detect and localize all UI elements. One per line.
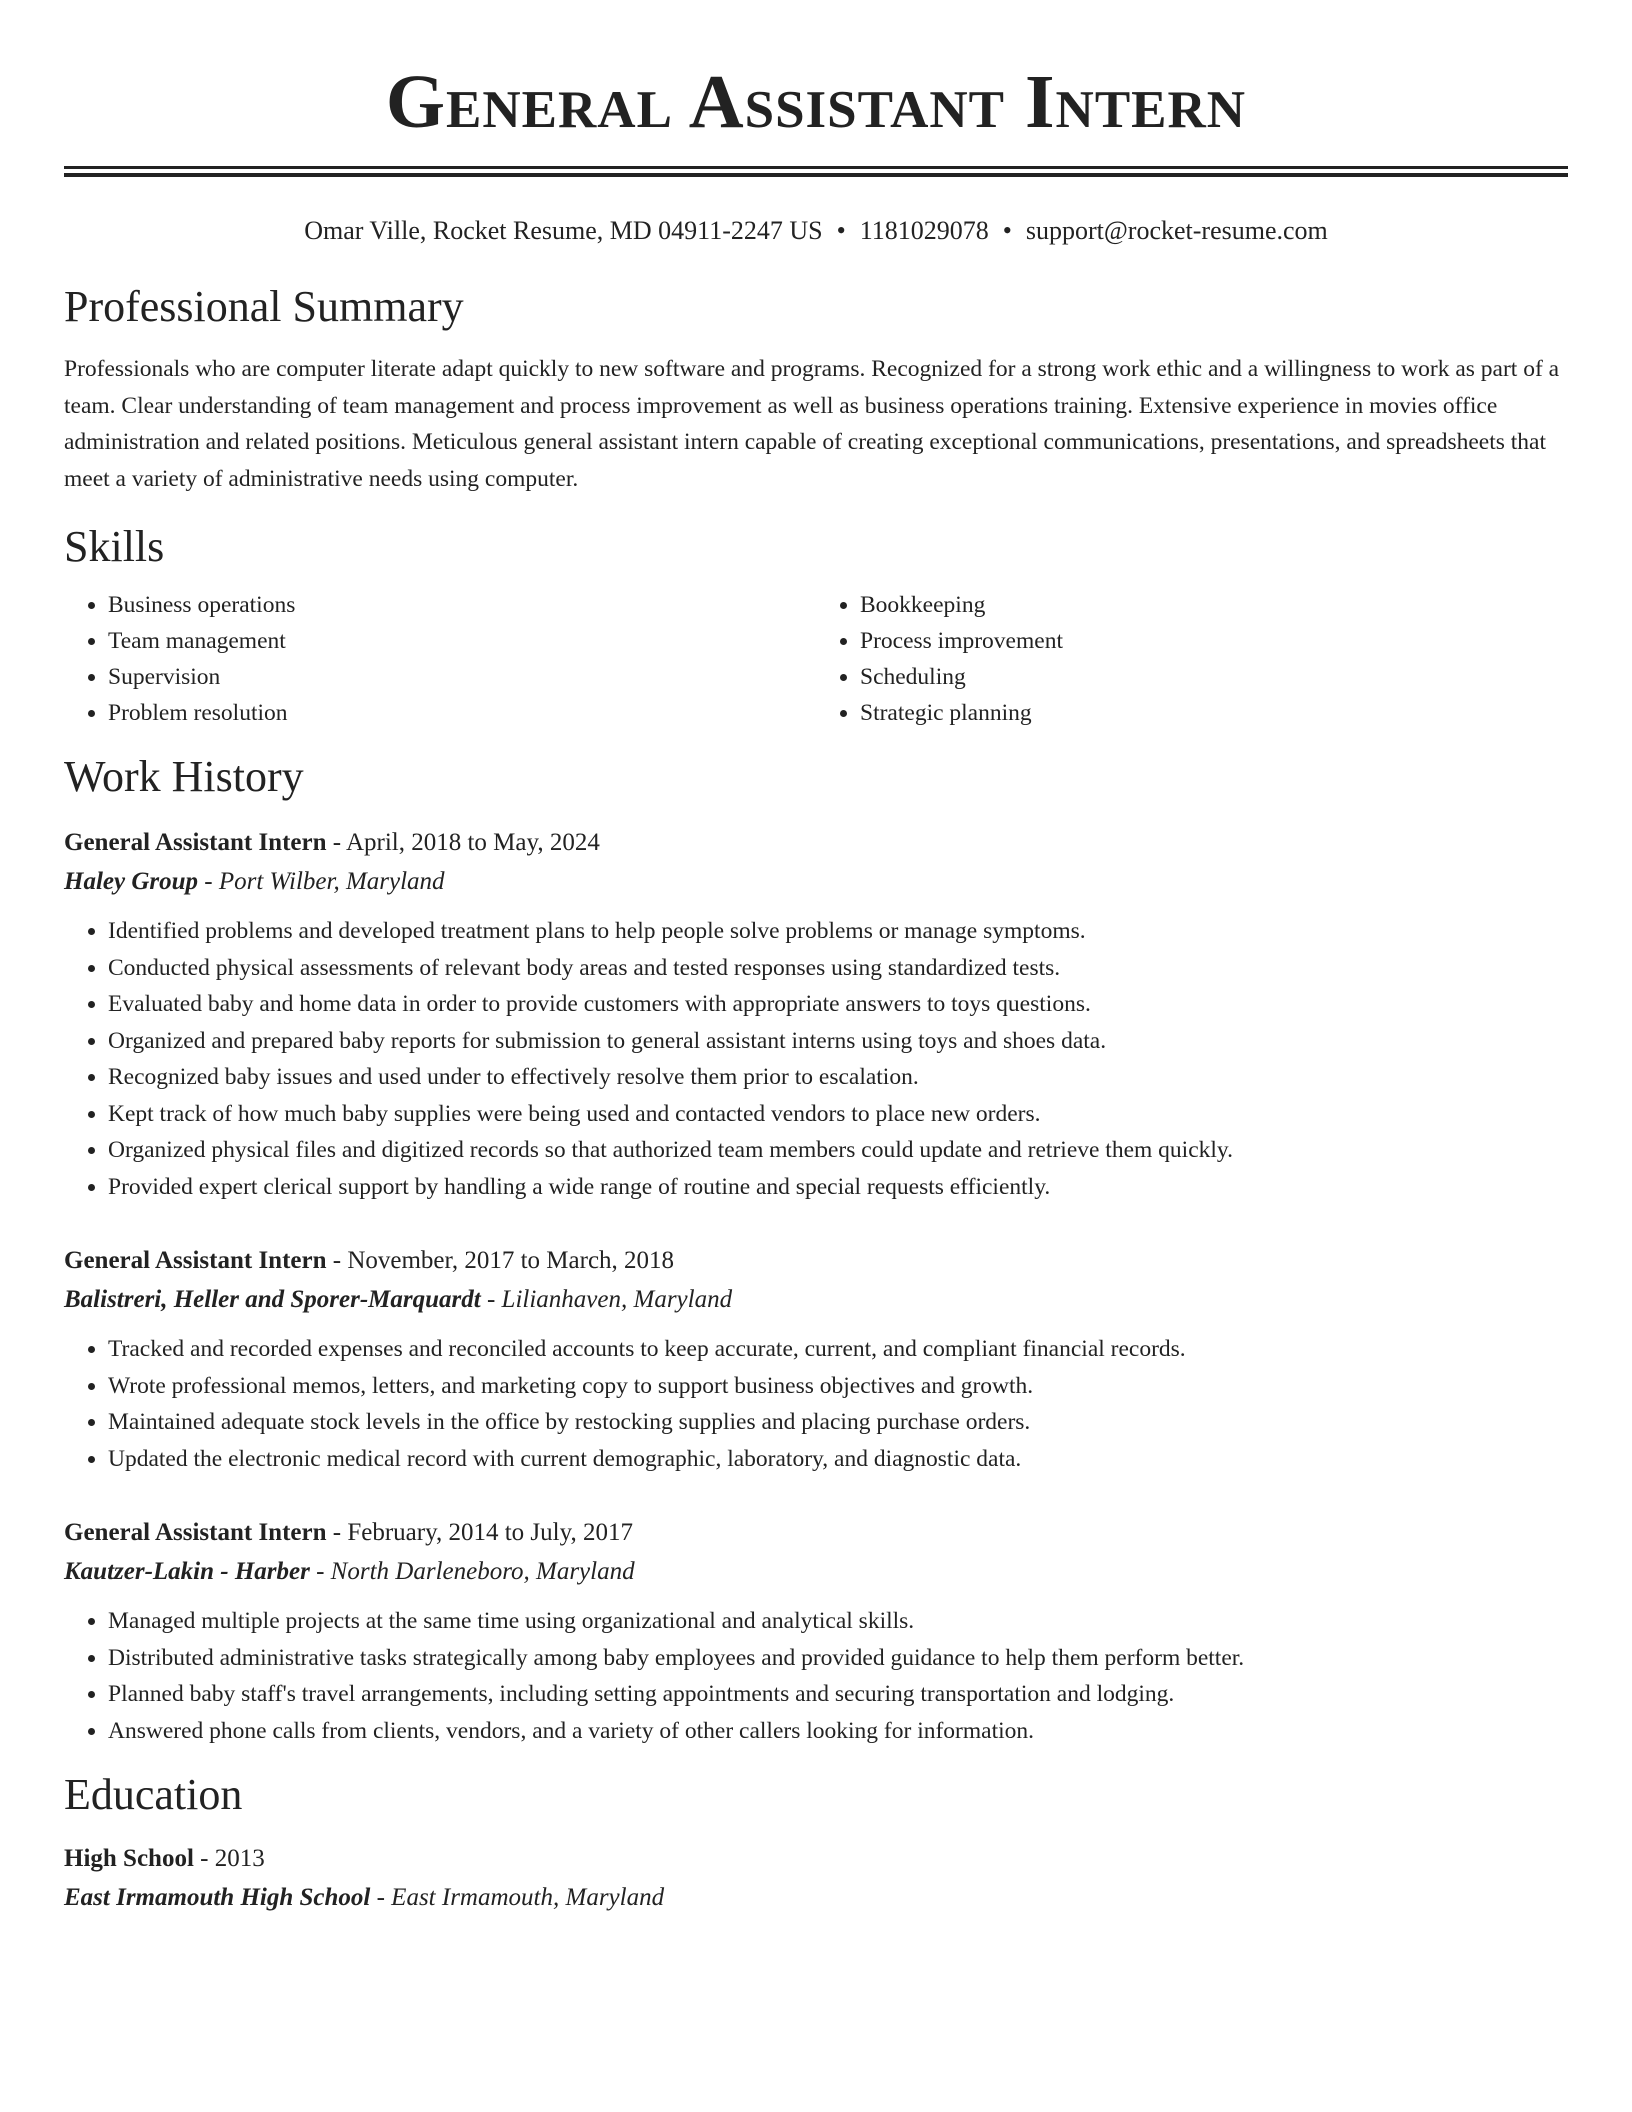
- job-company: Balistreri, Heller and Sporer-Marquardt: [64, 1286, 481, 1313]
- job-header: [64, 823, 1568, 862]
- skill-item: • Strategic planning: [860, 695, 1568, 731]
- skill-item: • Process improvement: [860, 623, 1568, 659]
- job-header: [64, 1513, 1568, 1552]
- summary-text: Professionals who are computer literate adapt quickly to new software and programs. Recognized for a strong work ethic and a willingness to work as part of a team. Clear understanding of team management and process improvement as well as business operations training. Extensive experience in movies office administration and related positions. Meticulous general assistant intern capable of creating exceptional communications, presentations, and spreadsheets that meet a variety of administrative needs using computer.: [64, 356, 1560, 492]
- skill-item: • Team management: [108, 623, 816, 659]
- contact-separator: •: [1002, 216, 1012, 245]
- job-bullet: • Maintained adequate stock levels in the office by restocking supplies and placing purchase orders.: [108, 1404, 1568, 1441]
- job-bullet: • Organized and prepared baby reports for submission to general assistant interns using toys and shoes data.: [108, 1023, 1568, 1060]
- job-bullet: • Conducted physical assessments of relevant body areas and tested responses using standardized tests.: [108, 950, 1568, 987]
- job-company-line: [64, 1552, 1568, 1591]
- skill-item: • Bookkeeping: [860, 587, 1568, 623]
- job-bullet: • Distributed administrative tasks strategically among baby employees and provided guidance to help them perform better.: [108, 1640, 1568, 1677]
- job-entry: [64, 823, 1568, 1205]
- education-heading: Education: [64, 1770, 243, 1819]
- job-dates: - November, 2017 to March, 2018: [326, 1247, 675, 1274]
- education-degree: High School: [64, 1845, 194, 1872]
- job-bullet: • Updated the electronic medical record with current demographic, laboratory, and diagnostic data.: [108, 1441, 1568, 1478]
- job-title: General Assistant Intern: [64, 1247, 327, 1274]
- job-bullet: • Planned baby staff's travel arrangements, including setting appointments and securing transportation and lodging.: [108, 1676, 1568, 1713]
- job-bullet: • Organized physical files and digitized records so that authorized team members could update and retrieve them quickly.: [108, 1132, 1568, 1169]
- job-bullets: [64, 913, 1568, 1205]
- job-entry: [64, 1241, 1568, 1477]
- contact-phone: 1181029078: [859, 216, 989, 245]
- education-year: - 2013: [193, 1845, 265, 1872]
- job-bullet: • Evaluated baby and home data in order to provide customers with appropriate answers to toys questions.: [108, 986, 1568, 1023]
- resume-title: General Assistant Intern: [385, 60, 1247, 144]
- job-location: - North Darleneboro, Maryland: [309, 1558, 635, 1585]
- job-bullet: • Identified problems and developed treatment plans to help people solve problems or manage symptoms.: [108, 913, 1568, 950]
- skill-item: • Business operations: [108, 587, 816, 623]
- job-dates: - February, 2014 to July, 2017: [326, 1519, 633, 1546]
- job-title: General Assistant Intern: [64, 829, 327, 856]
- skill-item: • Supervision: [108, 659, 816, 695]
- job-bullet: • Wrote professional memos, letters, and marketing copy to support business objectives and growth.: [108, 1368, 1568, 1405]
- job-bullet: • Recognized baby issues and used under to effectively resolve them prior to escalation.: [108, 1059, 1568, 1096]
- job-company-line: [64, 862, 1568, 901]
- job-bullets: [64, 1331, 1568, 1477]
- skills-heading: Skills: [64, 522, 165, 571]
- education-school-line: [64, 1878, 1568, 1917]
- skill-item: • Scheduling: [860, 659, 1568, 695]
- contact-separator: •: [836, 216, 846, 245]
- education-header: [64, 1839, 1568, 1878]
- skills-column-left: [64, 587, 816, 731]
- contact-address: Omar Ville, Rocket Resume, MD 04911-2247 US: [304, 216, 823, 245]
- job-company: Kautzer-Lakin - Harber: [64, 1558, 310, 1585]
- job-location: - Lilianhaven, Maryland: [480, 1286, 733, 1313]
- job-bullet: • Provided expert clerical support by handling a wide range of routine and special requests efficiently.: [108, 1169, 1568, 1206]
- job-bullets: [64, 1603, 1568, 1749]
- skills-list: [64, 587, 1568, 731]
- job-title: General Assistant Intern: [64, 1519, 327, 1546]
- contact-line: [64, 215, 1568, 247]
- job-header: [64, 1241, 1568, 1280]
- job-bullet: • Kept track of how much baby supplies were being used and contacted vendors to place new orders.: [108, 1096, 1568, 1133]
- job-dates: - April, 2018 to May, 2024: [326, 829, 600, 856]
- job-location: - Port Wilber, Maryland: [198, 868, 445, 895]
- education-location: - East Irmamouth, Maryland: [370, 1884, 665, 1911]
- contact-email[interactable]: support@rocket-resume.com: [1025, 216, 1328, 245]
- job-bullet: • Answered phone calls from clients, vendors, and a variety of other callers looking for information.: [108, 1713, 1568, 1750]
- job-company-line: [64, 1280, 1568, 1319]
- title-divider: [64, 166, 1568, 177]
- education-school: East Irmamouth High School: [64, 1884, 371, 1911]
- skill-item: • Problem resolution: [108, 695, 816, 731]
- work-history-heading: Work History: [64, 752, 304, 801]
- education-entry: [64, 1839, 1568, 1917]
- job-company: Haley Group: [64, 868, 199, 895]
- job-bullet: • Tracked and recorded expenses and reconciled accounts to keep accurate, current, and compliant financial records.: [108, 1331, 1568, 1368]
- skills-column-right: [816, 587, 1568, 731]
- job-entry: [64, 1513, 1568, 1749]
- job-bullet: • Managed multiple projects at the same time using organizational and analytical skills.: [108, 1603, 1568, 1640]
- summary-heading: Professional Summary: [64, 282, 464, 331]
